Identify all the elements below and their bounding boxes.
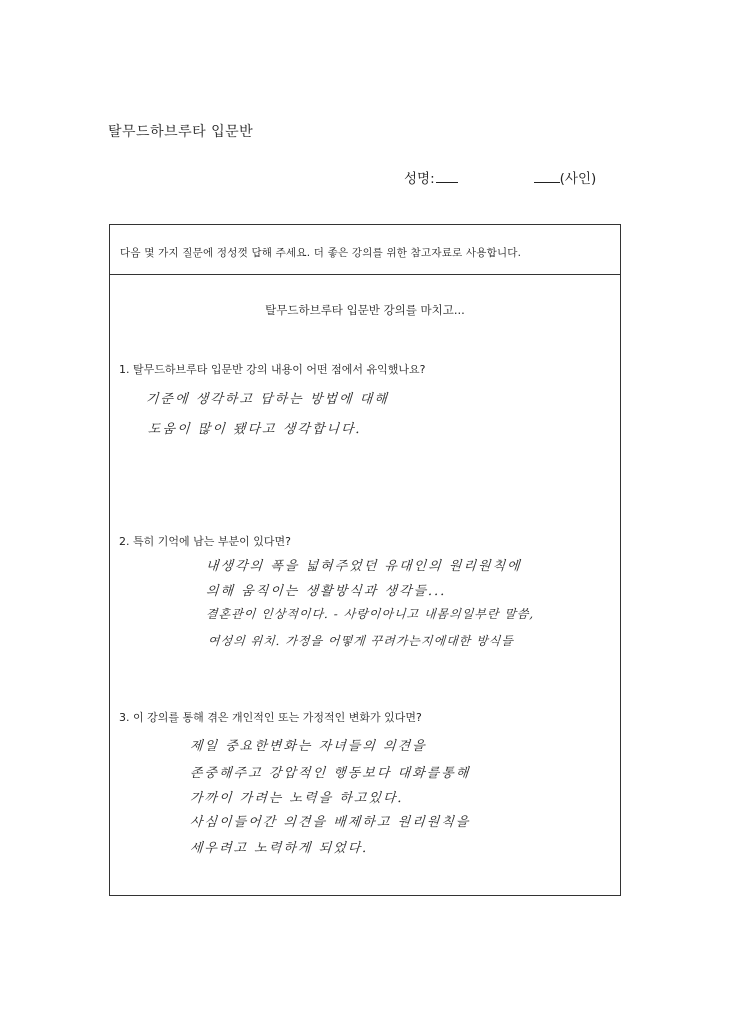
answer-2-line-1: 내생각의 폭을 넓혀주었던 유대인의 원리원칙에 xyxy=(205,559,523,574)
answer-3-line-1: 제일 중요한변화는 자녀들의 의견을 xyxy=(189,739,428,754)
signature-line xyxy=(404,167,596,187)
question-2: 2. 특히 기억에 남는 부분이 있다면? xyxy=(119,535,291,548)
answer-1-line-2: 도움이 많이 됐다고 생각합니다. xyxy=(147,422,363,437)
answer-3-line-3: 가까이 가려는 노력을 하고있다. xyxy=(189,791,405,806)
question-3: 3. 이 강의를 통해 겪은 개인적인 또는 가정적인 변화가 있다면? xyxy=(119,711,422,724)
question-1: 1. 탈무드하브루타 입문반 강의 내용이 어떤 점에서 유익했나요? xyxy=(119,363,426,376)
signature-blank[interactable] xyxy=(534,170,560,183)
answer-1-line-1: 기준에 생각하고 답하는 방법에 대해 xyxy=(145,392,390,407)
survey-form xyxy=(109,224,621,896)
name-blank[interactable] xyxy=(436,170,458,183)
instruction-text: 다음 몇 가지 질문에 정성껏 답해 주세요. 더 좋은 강의를 위한 참고자료로 사용합니다. xyxy=(110,225,620,275)
answer-2-line-4: 여성의 위치. 가정을 어떻게 꾸려가는지에대한 방식들 xyxy=(207,634,515,648)
answer-3-line-2: 존중해주고 강압적인 행동보다 대화를통해 xyxy=(189,766,471,781)
section-heading: 탈무드하브루타 입문반 강의를 마치고... xyxy=(265,303,465,317)
answer-2-line-2: 의해 움직이는 생활방식과 생각들... xyxy=(205,584,447,599)
answer-3-line-4: 사심이들어간 의견을 배제하고 원리원칙을 xyxy=(189,815,471,830)
answer-2-line-3: 결혼관이 인상적이다. - 사랑이아니고 내몸의일부란 말씀, xyxy=(205,607,535,621)
answer-3-line-5: 세우려고 노력하게 되었다. xyxy=(189,841,369,856)
document-title: 탈무드하브루타 입문반 xyxy=(108,124,254,140)
name-label: 성명: xyxy=(404,171,435,187)
sign-label: (사인) xyxy=(559,171,597,187)
